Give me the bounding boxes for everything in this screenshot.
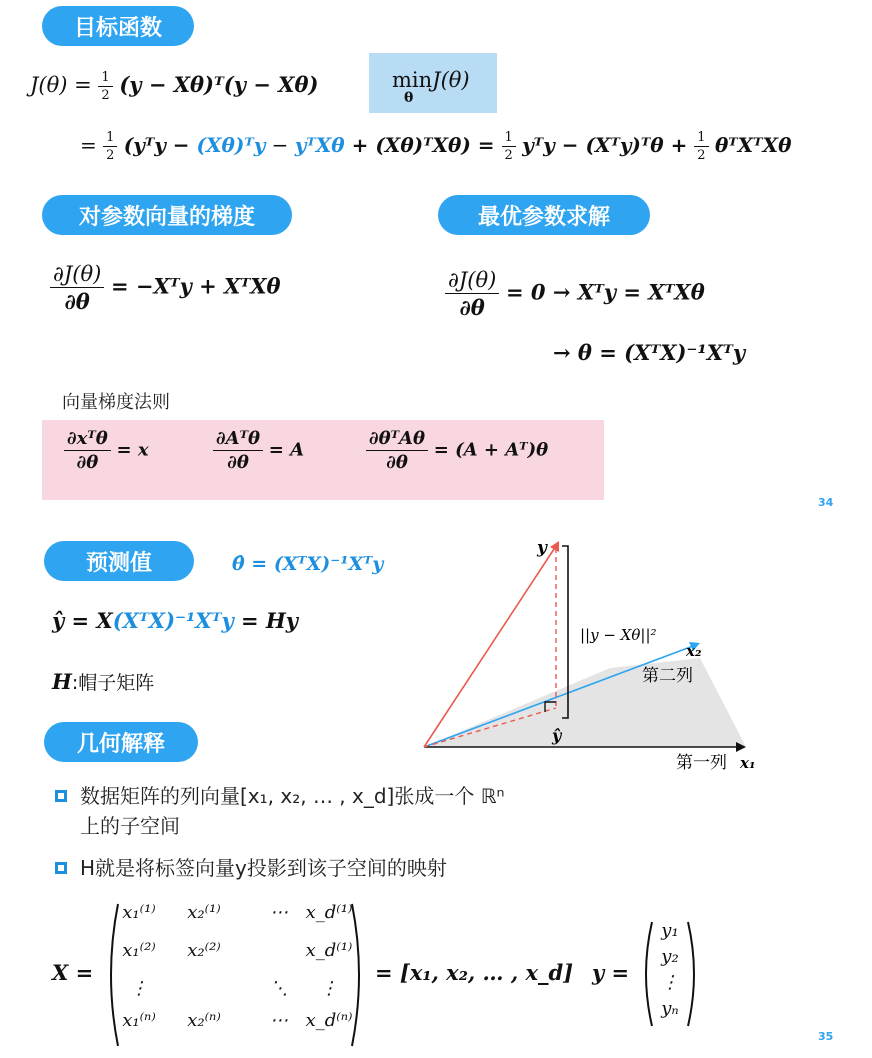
section-predict: 预测值	[44, 541, 194, 581]
matrix-X	[112, 902, 362, 1048]
vector-y-cell: y₂	[661, 946, 679, 967]
bullet2-text: H就是将标签向量y投影到该子空间的映射	[80, 856, 447, 880]
subspace-plane	[424, 658, 746, 747]
x2-label: x₂	[686, 642, 702, 660]
objective-line2: = $\frac{1}{2}$ (yᵀy − (Xθ)ᵀy − yᵀXθ + (Xθ)ᵀXθ) = $\frac{1}{2}$ yᵀy − (Xᵀy)ᵀθ + $\frac{1}{2}$ θᵀXᵀXθ	[80, 130, 792, 163]
matrix-x-cell: ⋯	[270, 902, 288, 923]
col2-label: 第二列	[642, 666, 693, 686]
bullet-1	[55, 790, 67, 802]
matrix-x-cell: ⋮	[320, 978, 338, 999]
gradient-formula: $\frac{\partial J(\theta)}{\partial\theta}$ = −Xᵀy + XᵀXθ	[50, 262, 281, 314]
rule-2: $\frac{\text{∂Aᵀθ}}{\partial\theta}$ = A	[213, 428, 304, 473]
bullet1-line2: 上的子空间	[80, 814, 180, 838]
matrix-x-cell: x_d⁽ⁿ⁾	[305, 1010, 353, 1031]
projection-diagram	[410, 528, 770, 778]
rule-3: $\frac{\text{∂θᵀAθ}}{\partial\theta}$ = (A + Aᵀ)θ	[366, 428, 548, 473]
y-label: y	[537, 538, 547, 558]
section-geometry: 几何解释	[44, 722, 198, 762]
rules-label: 向量梯度法则	[62, 392, 170, 413]
matrix-x-cell: x₁⁽ⁿ⁾	[122, 1010, 156, 1031]
min-subscript: θ	[404, 90, 414, 106]
min-expression: minJ(θ)	[392, 68, 470, 92]
y-arrowhead	[550, 541, 559, 552]
yhat-formula: ŷ = X(XᵀX)⁻¹Xᵀy = Hy	[52, 608, 298, 633]
matrix-x-cell: x_d⁽¹⁾	[305, 902, 353, 923]
optimal-solution: → θ = (XᵀX)⁻¹Xᵀy	[553, 340, 746, 365]
matrix-x-cell: ⋯	[270, 1010, 288, 1031]
hat-matrix-line: H:帽子矩阵	[52, 669, 155, 694]
section-gradient: 对参数向量的梯度	[42, 195, 292, 235]
rule-1: $\frac{\text{∂xᵀθ}}{\partial\theta}$ = x	[64, 428, 149, 473]
optimal-formula: $\frac{\partial J(\theta)}{\partial\theta}$ = 0 → Xᵀy = XᵀXθ	[445, 268, 705, 320]
y-lhs: y =	[592, 960, 630, 985]
X-rhs: = [x₁, x₂, … , x_d]	[375, 960, 574, 985]
matrix-x-cell: x₂⁽²⁾	[187, 940, 221, 961]
vector-y-cell: y₁	[661, 920, 679, 941]
vector-y-cell: yₙ	[661, 998, 679, 1019]
vector-y-cell: ⋮	[661, 972, 679, 993]
matrix-x-cell: x_d⁽¹⁾	[305, 940, 353, 961]
vector-y	[650, 920, 690, 1028]
theta-hat-formula: θ̂ = (XᵀX)⁻¹Xᵀy	[232, 553, 384, 575]
X-lhs: X =	[52, 960, 94, 985]
x1-label: x₁	[740, 754, 756, 772]
matrix-x-cell: x₂⁽¹⁾	[187, 902, 221, 923]
matrix-x-cell: x₁⁽²⁾	[122, 940, 156, 961]
matrix-x-cell: ⋮	[130, 978, 148, 999]
bullet-2	[55, 862, 67, 874]
half-fraction: $\frac{1}{2}$	[98, 70, 112, 103]
matrix-x-cell: x₁⁽¹⁾	[122, 902, 156, 923]
matrix-x-cell: ⋱	[270, 978, 288, 999]
section-objective: 目标函数	[42, 6, 194, 46]
col1-label: 第一列	[676, 753, 727, 773]
page-number-35: 35	[818, 1030, 834, 1043]
yhat-label: ŷ	[552, 726, 562, 745]
norm-label: ||y − Xθ||²	[580, 626, 657, 644]
page-number-34: 34	[818, 496, 834, 509]
section-optimal: 最优参数求解	[438, 195, 650, 235]
bullet1-line1: 数据矩阵的列向量[x₁, x₂, … , x_d]张成一个 ℝⁿ	[80, 784, 505, 808]
objective-line1: J(θ) = $\frac{1}{2}$ (y − Xθ)ᵀ(y − Xθ)	[30, 70, 319, 103]
matrix-x-cell: x₂⁽ⁿ⁾	[187, 1010, 221, 1031]
